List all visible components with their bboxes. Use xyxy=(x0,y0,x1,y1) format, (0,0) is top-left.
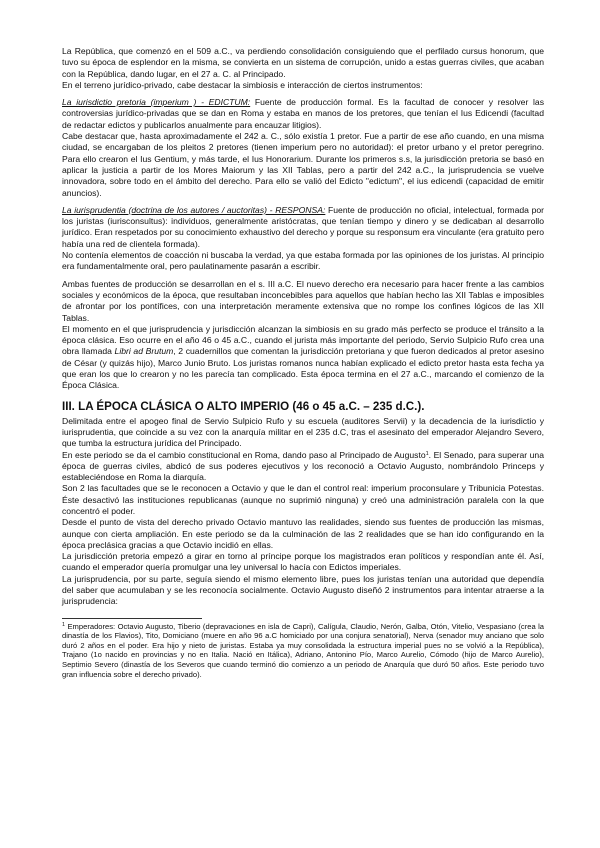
paragraph-facultades: Son 2 las facultades que se le reconocen a Octavio y que le dan el control real: imperium proconsulare y Tribunicia Potestas. Éste desactivó las instituciones republicanas (aunque no suprimió ninguna) y creó una administración paralela con la que concentró el poder. xyxy=(62,483,544,516)
simbiosis-text-a: El momento en el que jurisprudencia y jurisdicción alcanzan la simbiosis en su grado más perfecto se produce el tránsito a la época clásica. Eso ocurre en el año 46 o 45 a.C., cuando el jurista más importante del periodo, Servio Sulpicio Rufo crea una obra llamada xyxy=(62,323,544,357)
footnote-divider xyxy=(62,618,202,619)
iurisprudentia-definition: Fuente de producción no oficial, intelectual, formada por los juristas (iurisconsultus): individuos, generalmente aristócratas, que tenían tiempo y dinero y se dedicaban al desarrollo jurídico. Eran respetados por su conocimiento exhaustivo del derecho y porque su responsum era vinculante (era gratuito pero había una red de clientela formada). xyxy=(62,204,545,249)
iurisdictio-definition: Fuente de producción formal. Es la facultad de conocer y resolver las controversias jurídico-privadas que se dan en Roma y estaba en manos de los pretores, que tenían el Ius Edicendi (facultad de redactar edictos y publicarlos anualmente para encauzar litigios). xyxy=(62,97,544,130)
paragraph-jurisprudencia: La jurisprudencia, por su parte, seguía siendo el mismo elemento libre, pues los juristas tenían una autoridad que dependía del saber que acumulaban y se les reconocía socialmente. Octavio Augusto diseñó 2 instrumentos para intentar atraerse a la jurisprudencia: xyxy=(62,573,544,607)
footnote-text: Emperadores: Octavio Augusto, Tiberio (depravaciones en isla de Capri), Calígula, Claudio, Nerón, Galba, Otón, Vitelio, Vespasiano (crea la dinastía de los Flavios), Tito, Domiciano (muere en año 96 a.C homiciado por una conjura senatorial), Nerva (senador muy anciano que solo duró 2 años en el poder. Era hijo y nieto de juristas. Estaba ya muy consolidada la estructura imperial pues no se volvió a la República), Trajano (1o nacido en provincias y no en Italia. Nació en Itálica), Adriano, Antonino Pío, Marco Aurelio, Cómodo (hijo de Marco Aurelio), Septimio Severo (dinastía de los Severos que cuando terminó dio comienzo a un periodo de Anarquía que duró 50 años. Este periodo tuvo gran influencia sobre el derecho privado). xyxy=(62,621,544,679)
paragraph-coaccion: No contenía elementos de coacción ni buscaba la verdad, ya que estaba formada por las opiniones de los juristas. Al principio era fundamentalmente oral, pero paulatinamente pasarán a escribir. xyxy=(62,250,544,272)
cambio-text-a: En este periodo se da el cambio constitucional en Roma, dando paso al Principado de Augusto xyxy=(62,449,426,460)
paragraph-derecho-privado: Desde el punto de vista del derecho privado Octavio mantuvo las realidades, siendo sus fuentes de producción las mismas, aunque con cierta ampliación. En este periodo se da la culminación de las 2 realidades que se han ido configurando en la época preclásica gracias a que Octavio incidió en ellas. xyxy=(62,517,544,550)
paragraph-ambas-fuentes: Ambas fuentes de producción se desarrollan en el s. III a.C. El nuevo derecho era necesario para hacer frente a las cambios sociales y económicos de la época, que resultaban inconcebibles para aquellos que habían hecho las XII Tablas e imposibles de afrontar por los pontífices, con una interpretación meramente extensiva que no rompe los confines lógicos de las XII Tablas. xyxy=(62,278,544,323)
libri-ad-brutum-title: Libri ad Brutum xyxy=(114,346,174,357)
paragraph-pretores: Cabe destacar que, hasta aproximadamente el 242 a. C., sólo existía 1 pretor. Fue a partir de ese año cuando, en una misma ciudad, se encargaban de los pleitos 2 pretores (tienen imperium pero no autoridad): el pretor urbano y el pretor peregrino. Para ello crearon el Ius Gentium, y más tarde, el Ius Honorarium. Durante los primeros s.s, la jurisdicción pretoria se basó en aplicar la justicia a partir de los Mores Maiorum y las XII Tablas, pero a partir del 242 a.C., la jurisprudencia se vuelve innovadora, sobre todo en el ámbito del derecho. Para ello se valió del Edicto "edictum", el ius edicendi (capacidad de emitir anuncios). xyxy=(62,131,544,198)
footnote-reference[interactable]: 1 xyxy=(425,450,429,457)
footnote xyxy=(62,622,544,680)
footnote-marker: 1 xyxy=(62,621,66,628)
cambio-text-b: . El Senado, para superar una época de guerras civiles, abdicó de sus poderes ejecutivos y los reconoció a Octavio Augusto, nombrándolo Princeps y estableciéndose en Roma la diarquía. xyxy=(62,449,544,483)
section-heading: III. LA ÉPOCA CLÁSICA O ALTO IMPERIO (46 o 45 a.C. – 235 d.C.). xyxy=(62,399,425,413)
simbiosis-text-b: , 2 cuadernillos que comentan la jurisdicción pretoriana y que fueron dedicados al pretor asesino de César (y quizás hijo), Marco Junio Bruto. Los juristas romanos nunca habían explicado el edicto pretor hasta esta fecha ya que eran los que lo crearon y no les parecía tan complicado. Esta época termina en el 27 a.C., marcando el comienzo de la Época Clásica. xyxy=(62,346,544,391)
term-iurisprudentia: La iurisprudentia (doctrina de los autores / auctoritas) - RESPONSA: xyxy=(62,204,326,215)
paragraph-intro-instruments: En el terreno jurídico-privado, cabe destacar la simbiosis e interacción de ciertos instrumentos: xyxy=(62,79,423,90)
paragraph-republic: La República, que comenzó en el 509 a.C., va perdiendo consolidación consiguiendo que el perfilado cursus honorum, que tuvo su época de esplendor en la misma, se convierta en un sistema de corrupción, unido a estas guerras civiles, que acaban con la República, dando lugar, en el 27 a. C. al Principado. xyxy=(62,46,544,79)
paragraph-iurisdictio xyxy=(62,97,544,131)
paragraph-jurisdiccion-pretoria: La jurisdicción pretoria empezó a girar en torno al príncipe porque los magistrados eran políticos y respondían ante él. Así, cuando el emperador quería promulgar una ley universal lo hacía con Edictos imperiales. xyxy=(62,551,544,573)
term-iurisdictio-pretoria: La iurisdictio pretoria (imperium ) - EDICTUM: xyxy=(62,97,251,108)
paragraph-iurisprudentia xyxy=(62,205,544,250)
paragraph-simbiosis xyxy=(62,324,544,392)
paragraph-delimitada: Delimitada entre el apogeo final de Servio Sulpicio Rufo y su escuela (auditores Servii) y la decadencia de la iurisdictio y iurisprudentia, que coincide a su vez con la anarquía militar en el 235 d.C, tras el asesinato del emperador Alejandro Severo, que tumba la estructura jurídica del Principado. xyxy=(62,415,544,449)
footnote-emperadores xyxy=(62,622,544,680)
paragraph-cambio-constitucional xyxy=(62,450,544,484)
